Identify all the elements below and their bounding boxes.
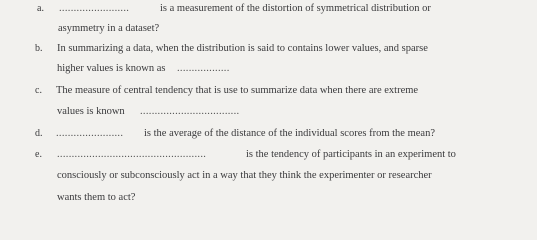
question-c-text-2: values is known: [57, 106, 125, 117]
question-d-blank: .......................: [56, 128, 124, 139]
question-a-marker: a.: [37, 3, 44, 14]
question-a-blank: ........................: [59, 3, 130, 14]
question-d-marker: d.: [35, 128, 43, 139]
question-c-marker: c.: [35, 85, 42, 96]
question-b-marker: b.: [35, 43, 43, 54]
question-c-text-1: The measure of central tendency that is use to summarize data when there are extreme: [56, 85, 419, 96]
question-b-text-2: higher values is known as: [57, 63, 166, 74]
question-a-text-2: asymmetry in a dataset?: [58, 23, 160, 34]
question-e-blank: ...................................................: [57, 149, 207, 160]
question-b-text-1: In summarizing a data, when the distribution is said to contains lower values, and sparse: [57, 43, 428, 54]
question-e-text-3: wants them to act?: [57, 192, 136, 203]
question-e-text-1: is the tendency of participants in an experiment to: [246, 149, 456, 160]
question-e-text-2: consciously or subconsciously act in a way that they think the experimenter or researcher: [57, 170, 432, 181]
question-d-text-1: is the average of the distance of the individual scores from the mean?: [144, 128, 435, 139]
question-a-text-1: is a measurement of the distortion of symmetrical distribution or: [160, 3, 431, 14]
question-b-blank: ..................: [177, 63, 230, 74]
question-e-marker: e.: [35, 149, 42, 160]
question-c-blank: ..................................: [140, 106, 240, 117]
